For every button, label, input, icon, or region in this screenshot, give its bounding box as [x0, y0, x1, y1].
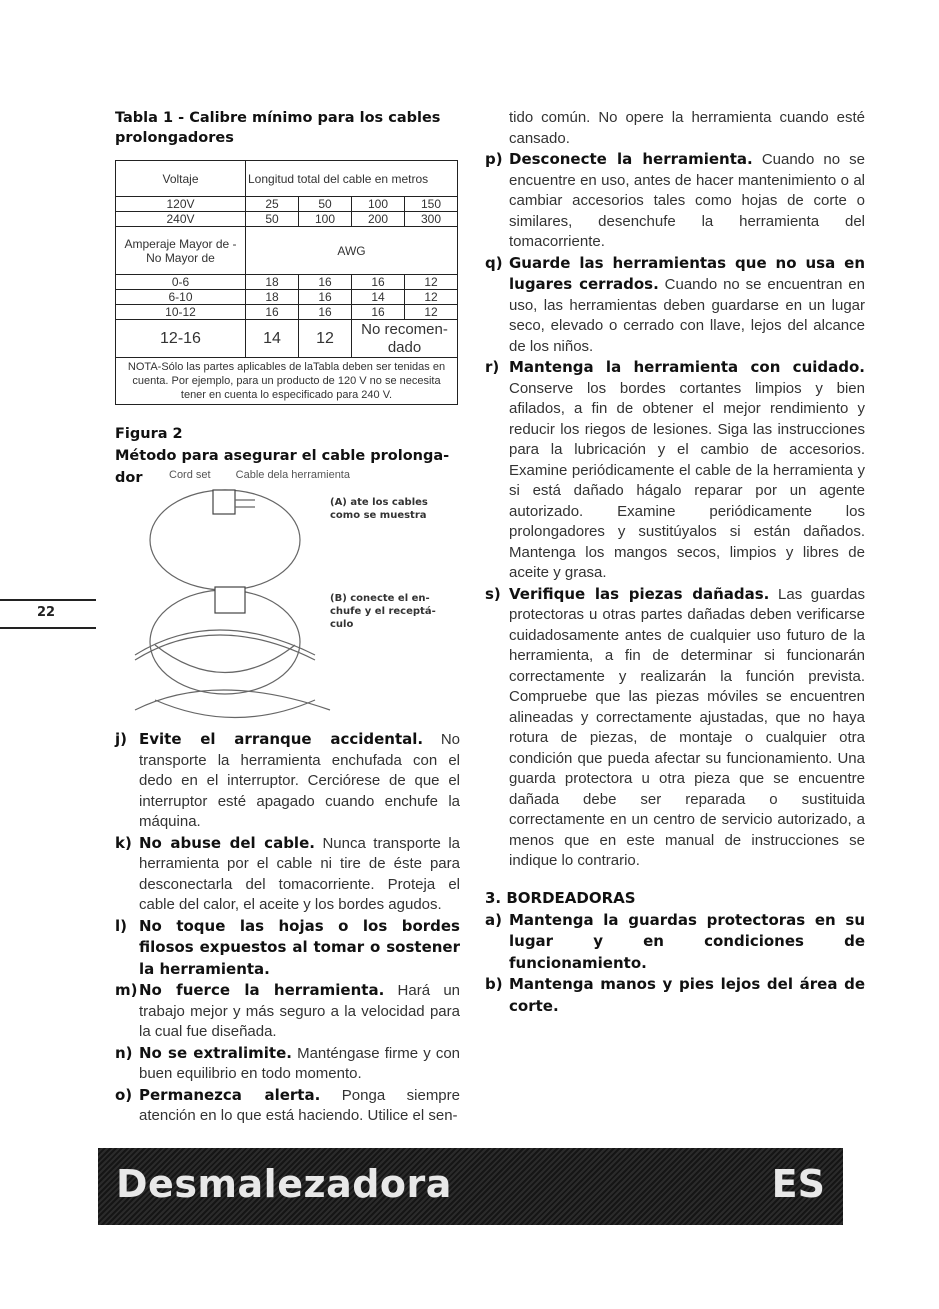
plug-socket-b — [215, 587, 245, 613]
amp-range-cell: 0-6 — [116, 275, 246, 290]
item-lead: Desconecte la herramienta. — [509, 150, 753, 168]
item-text: Ponga siempre atención en lo que está haciendo. Utilice el sen- — [139, 1086, 460, 1124]
table-row — [116, 212, 458, 227]
gauge-cell: 12 — [405, 275, 458, 290]
item-lead: No fuerce la herramienta. — [139, 981, 385, 999]
gauge-cell: 16 — [299, 305, 352, 320]
amp-range-cell: 6-10 — [116, 290, 246, 305]
item-mark: a) — [485, 910, 502, 929]
gauge-cell: 14 — [246, 320, 299, 358]
extension-cord-diagram — [115, 485, 460, 725]
length-cell: 100 — [299, 212, 352, 227]
right-items — [485, 149, 865, 872]
cable-gauge-table — [115, 160, 458, 405]
length-cell: 50 — [246, 212, 299, 227]
left-items — [115, 729, 460, 1127]
figure-subtitle-text: Método para asegurar el cable prolonga-dor — [115, 448, 450, 486]
table-row — [116, 197, 458, 212]
table-row — [116, 290, 458, 305]
item-lead: Mantenga manos y pies lejos del área de corte. — [509, 975, 865, 1015]
footer-language: ES — [771, 1162, 825, 1206]
gauge-cell: No recomen-dado — [352, 320, 458, 358]
list-item — [485, 253, 865, 358]
item-mark: j) — [115, 730, 127, 748]
table-title: Tabla 1 - Calibre mínimo para los cables prolongadores — [115, 110, 441, 146]
length-cell: 150 — [405, 197, 458, 212]
list-item — [485, 584, 865, 872]
length-cell: 50 — [299, 197, 352, 212]
list-item — [485, 357, 865, 584]
item-lead: No se extralimite. — [139, 1043, 292, 1062]
list-item — [485, 910, 865, 975]
gauge-cell: 12 — [405, 290, 458, 305]
right-column — [485, 108, 865, 1017]
item-lead: Evite el arranque accidental. — [139, 730, 424, 748]
table-note: NOTA-Sólo las partes aplicables de laTabla deben ser tenidas en cuenta. Por ejemplo, para un producto de 120 V no se necesita tener en cuenta lo especificado para 240 V. — [116, 358, 458, 405]
amp-range-cell: 12-16 — [116, 320, 246, 358]
tool-cable-label: Cable dela herramienta — [235, 469, 350, 481]
voltage-cell: 240V — [116, 212, 246, 227]
item-text: No transporte la herramienta enchufada con el dedo en el interruptor. Cerciórese de que el interruptor esté apagado cuando enchufe la máquina. — [139, 731, 460, 830]
section-3-title: 3. BORDEADORAS — [485, 888, 636, 907]
page-number-rule-top — [0, 599, 96, 601]
item-text: Las guardas protectoras u otras partes dañadas deben verificarse cuidadosamente antes de cualquier uso futuro de la herramienta, a fin de determinar si funcionarán correctamente y realizarán la función prevista. Compruebe que las piezas móviles se encuentren alineadas y correctamente ajustadas, que no haya rotura de piezas, de montaje o cualquier otra condición que pueda afectar su funcionamiento. Una guarda protectora u otra pieza que se encuentre dañada debe ser reparada o sustituida correctamente en un centro de servicio autorizado, a menos que en este manual de instrucciones se indique lo contrario. — [509, 585, 866, 869]
item-mark: n) — [115, 1043, 133, 1062]
item-mark: m) — [115, 981, 138, 999]
item-lead: Permanezca alerta. — [139, 1085, 321, 1104]
page-number-rule-bottom — [0, 627, 96, 629]
awg-header: AWG — [246, 227, 458, 275]
voltage-cell: 120V — [116, 197, 246, 212]
item-mark: b) — [485, 975, 503, 993]
item-mark: q) — [485, 253, 503, 272]
length-cell: 100 — [352, 197, 405, 212]
left-column — [115, 108, 460, 1127]
gauge-cell: 16 — [352, 275, 405, 290]
list-item — [115, 980, 460, 1043]
item-text: Cuando no se encuentran en uso, las herramientas deben guardarse en un lugar seco, elevado o cerrado con llave, lejos del alcance de los niños. — [509, 276, 865, 355]
amperage-header: Amperaje Mayor de - No Mayor de — [116, 227, 246, 275]
item-mark: r) — [485, 358, 500, 376]
label-b: (B) conecte el en- chufe y el receptá- culo — [330, 593, 436, 630]
figure-subtitle — [115, 445, 460, 489]
length-header: Longitud total del cable en metros — [246, 161, 458, 197]
item-lead: No abuse del cable. — [139, 833, 315, 852]
item-mark: l) — [115, 916, 127, 935]
table-row — [116, 305, 458, 320]
label-a: (A) ate los cables como se muestra — [330, 497, 428, 521]
length-cell: 25 — [246, 197, 299, 212]
gauge-cell: 16 — [299, 275, 352, 290]
gauge-cell: 14 — [352, 290, 405, 305]
item-text: Cuando no se encuentre en uso, antes de hacer mantenimiento o al cambiar accesorios tales como hojas de corte o similares, desenchufe la herramienta del tomacorriente. — [509, 151, 866, 250]
item-lead: Guarde las herramientas que no usa en lugares cerrados. — [509, 253, 865, 293]
item-lead: Verifique las piezas dañadas. — [509, 584, 770, 603]
figure-title: Figura 2 — [115, 426, 183, 442]
list-item — [485, 149, 865, 253]
item-text: Hará un trabajo mejor y más seguro a la velocidad para la cual fue diseñada. — [139, 982, 460, 1040]
voltage-header: Voltaje — [116, 161, 246, 197]
item-text: Nunca transporte la herramienta por el cable ni tire de éste para desconectarla del tomacorriente. Proteja el cable del calor, el aceite y los bordes agudos. — [139, 834, 461, 913]
gauge-cell: 16 — [299, 290, 352, 305]
item-text: Conserve los bordes cortantes limpios y bien afilados, a fin de obtener el mejor rendimiento y reducir los riegos de lesiones. Siga las instrucciones para la lubricación y el cambio de accesorios. Examine periódicamente el cable de la herramienta y si está dañado hágalo reparar por un agente autorizado. Examine periódicamente los prolongadores y sustitúyalos si están dañados. Mantenga los mangos secos, limpios y libres de aceite y grasa. — [509, 379, 865, 581]
figure-2 — [115, 423, 460, 725]
gauge-cell: 18 — [246, 275, 299, 290]
gauge-cell: 16 — [246, 305, 299, 320]
gauge-cell: 16 — [352, 305, 405, 320]
item-lead: No toque las hojas o los bordes filosos expuestos al tomar o sostener la herramienta. — [139, 916, 460, 978]
plug-a — [213, 490, 235, 514]
item-mark: o) — [115, 1085, 133, 1104]
length-cell: 200 — [352, 212, 405, 227]
item-mark: k) — [115, 833, 132, 852]
cord-set-label: Cord set — [169, 469, 211, 481]
list-item — [115, 833, 460, 916]
list-item — [115, 1085, 460, 1127]
item-mark: s) — [485, 584, 501, 603]
list-item — [115, 729, 460, 833]
item-lead: Mantenga la herramienta con cuidado. — [509, 358, 865, 376]
continued-text: tido común. No opere la herramienta cuando esté cansado. — [509, 109, 865, 147]
footer-title: Desmalezadora — [116, 1162, 452, 1206]
table-row — [116, 275, 458, 290]
item-mark: p) — [485, 150, 503, 168]
amp-range-cell: 10-12 — [116, 305, 246, 320]
list-item — [115, 916, 460, 981]
list-item — [115, 1043, 460, 1085]
gauge-cell: 18 — [246, 290, 299, 305]
figure-cord-labels — [163, 469, 460, 481]
gauge-cell: 12 — [405, 305, 458, 320]
list-item — [485, 974, 865, 1017]
item-text: Manténgase firme y con buen equilibrio en todo momento. — [139, 1044, 461, 1082]
table-row — [116, 320, 458, 358]
length-cell: 300 — [405, 212, 458, 227]
page-number: 22 — [37, 605, 56, 620]
gauge-cell: 12 — [299, 320, 352, 358]
section-3-items — [485, 910, 865, 1018]
footer-band — [98, 1148, 843, 1225]
item-lead: Mantenga la guardas protectoras en su lugar y en condiciones de funcionamiento. — [509, 910, 865, 972]
